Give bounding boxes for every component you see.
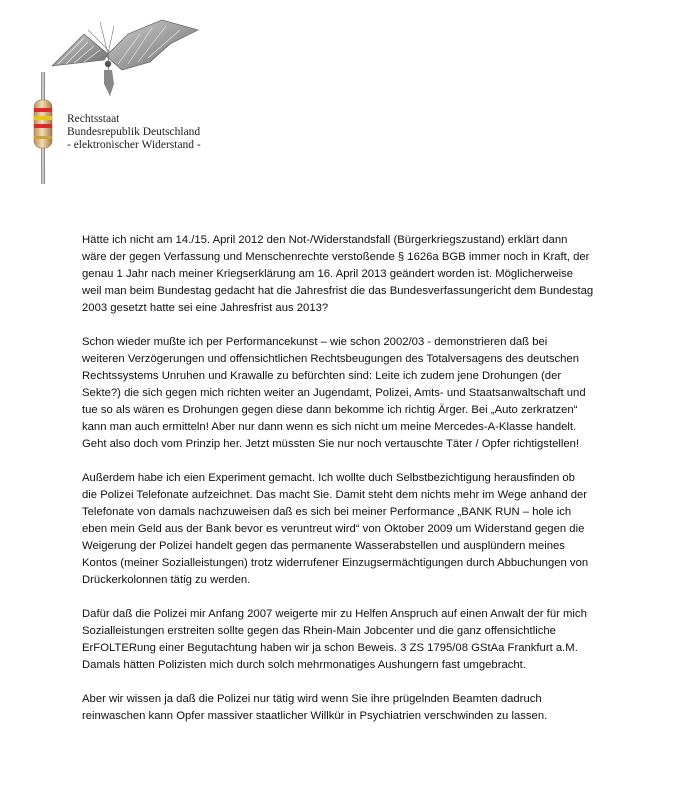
text-line: kann man auch ermitteln! Aber nur dann wenn es sich nicht um meine Mercedes-A-Klasse handelt. bbox=[82, 421, 577, 433]
text-line: Außerdem habe ich eien Experiment gemacht. Ich wollte duch Selbstbezichtigung herausfinden ob bbox=[82, 472, 575, 484]
text-line: Rechtssystems Unruhen und Krawalle zu befürchten sind: Leite ich zudem jene Drohungen (der bbox=[82, 370, 562, 382]
text-line: Sekte?) die sich gegen mich richten weiter an Jugendamt, Polizei, Amts- und Staatsanwaltschaft und bbox=[82, 387, 586, 399]
paragraph-1 bbox=[82, 232, 602, 317]
org-line-3: - elektronischer Widerstand - bbox=[67, 139, 201, 151]
text-line: Damals hätten Polizisten mich durch solch mehrmonatiges Aushungern fast umgebracht. bbox=[82, 659, 526, 671]
paragraph-5 bbox=[82, 691, 602, 725]
letterhead bbox=[0, 0, 683, 200]
text-line: reinwaschen kann Opfer massiver staatlicher Willkür in Psychiatrien verschwinden zu lassen. bbox=[82, 710, 548, 722]
text-line: weiteren Verzögerungen und offensichtlichen Rechtsbeugungen des Totalversagens des deutschen bbox=[82, 353, 579, 365]
text-line: Geht also doch vom Prinzip her. Jetzt müssten Sie nur noch vertauschte Täter / Opfer richtigstellen! bbox=[82, 438, 580, 450]
paragraph-3 bbox=[82, 470, 602, 589]
letterhead-logo bbox=[0, 0, 210, 190]
text-line: Hätte ich nicht am 14./15. April 2012 den Not-/Widerstandsfall (Bürgerkriegszustand) erklärt dann bbox=[82, 234, 568, 246]
text-line: Telefonate von damals nachzuweisen daß es sich bei meiner Performance „BANK RUN – hole ich bbox=[82, 506, 572, 518]
organization-name bbox=[67, 113, 201, 152]
text-line: eben mein Geld aus der Bank bevor es veruntreut wird“ von Oktober 2009 um Widerstand gegen die bbox=[82, 523, 585, 535]
document-body bbox=[82, 232, 602, 742]
text-line: die Polizei Telefonate aufzeichnet. Das macht Sie. Damit steht dem nichts mehr im Wege anhand der bbox=[82, 489, 588, 501]
text-line: Weigerung der Polizei handelt gegen das permanente Wasserabstellen und ausplündern meines bbox=[82, 540, 565, 552]
text-line: Kontos (meiner Sozialleistungen) trotz widerrufener Einzugsermächtigungen durch Abbuchungen von bbox=[82, 557, 589, 569]
org-line-1: Rechtsstaat bbox=[67, 113, 120, 125]
flying-machine-icon bbox=[52, 20, 198, 96]
text-line: 2003 gesetzt hatte sei eine Jahresfrist aus 2013? bbox=[82, 302, 329, 314]
resistor-icon bbox=[34, 72, 52, 184]
text-line: Aber wir wissen ja daß die Polizei nur tätig wird wenn Sie ihre prügelnden Beamten dadruch bbox=[82, 693, 542, 705]
org-line-2: Bundesrepublik Deutschland bbox=[67, 126, 201, 138]
text-line: Dafür daß die Polizei mir Anfang 2007 weigerte mir zu Helfen Anspruch auf einen Anwalt der für mich bbox=[82, 608, 587, 620]
text-line: weil man beim Bundestag gedacht hat die Jahresfrist die das Bundesverfassungericht dem Bundestag bbox=[82, 285, 594, 297]
paragraph-4 bbox=[82, 606, 602, 674]
text-line: ErFOLTERung einer Begutachtung haben wir ja schon Beweis. 3 ZS 1795/08 GStAa Frankfurt a.M. bbox=[82, 642, 578, 654]
paragraph-2 bbox=[82, 334, 602, 453]
text-line: genau 1 Jahr nach meiner Kriegserklärung am 16. April 2013 geändert worden ist. Möglicherweise bbox=[82, 268, 574, 280]
text-line: Sozialleistungen erstreiten sollte gegen das Rhein-Main Jobcenter und die ganz offensichtliche bbox=[82, 625, 556, 637]
text-line: Drückerkolonnen tätig zu werden. bbox=[82, 574, 251, 586]
text-line: wäre der gegen Verfassung und Menschenrechte verstoßende § 1626a BGB immer noch in Kraft, der bbox=[82, 251, 590, 263]
text-line: Schon wieder mußte ich per Performancekunst – wie schon 2002/03 - demonstrieren daß bei bbox=[82, 336, 548, 348]
text-line: tue so als wären es Drohungen gegen diese dann bekomme ich richtig Ärger. Bei „Auto zerkratzen“ bbox=[82, 404, 578, 416]
